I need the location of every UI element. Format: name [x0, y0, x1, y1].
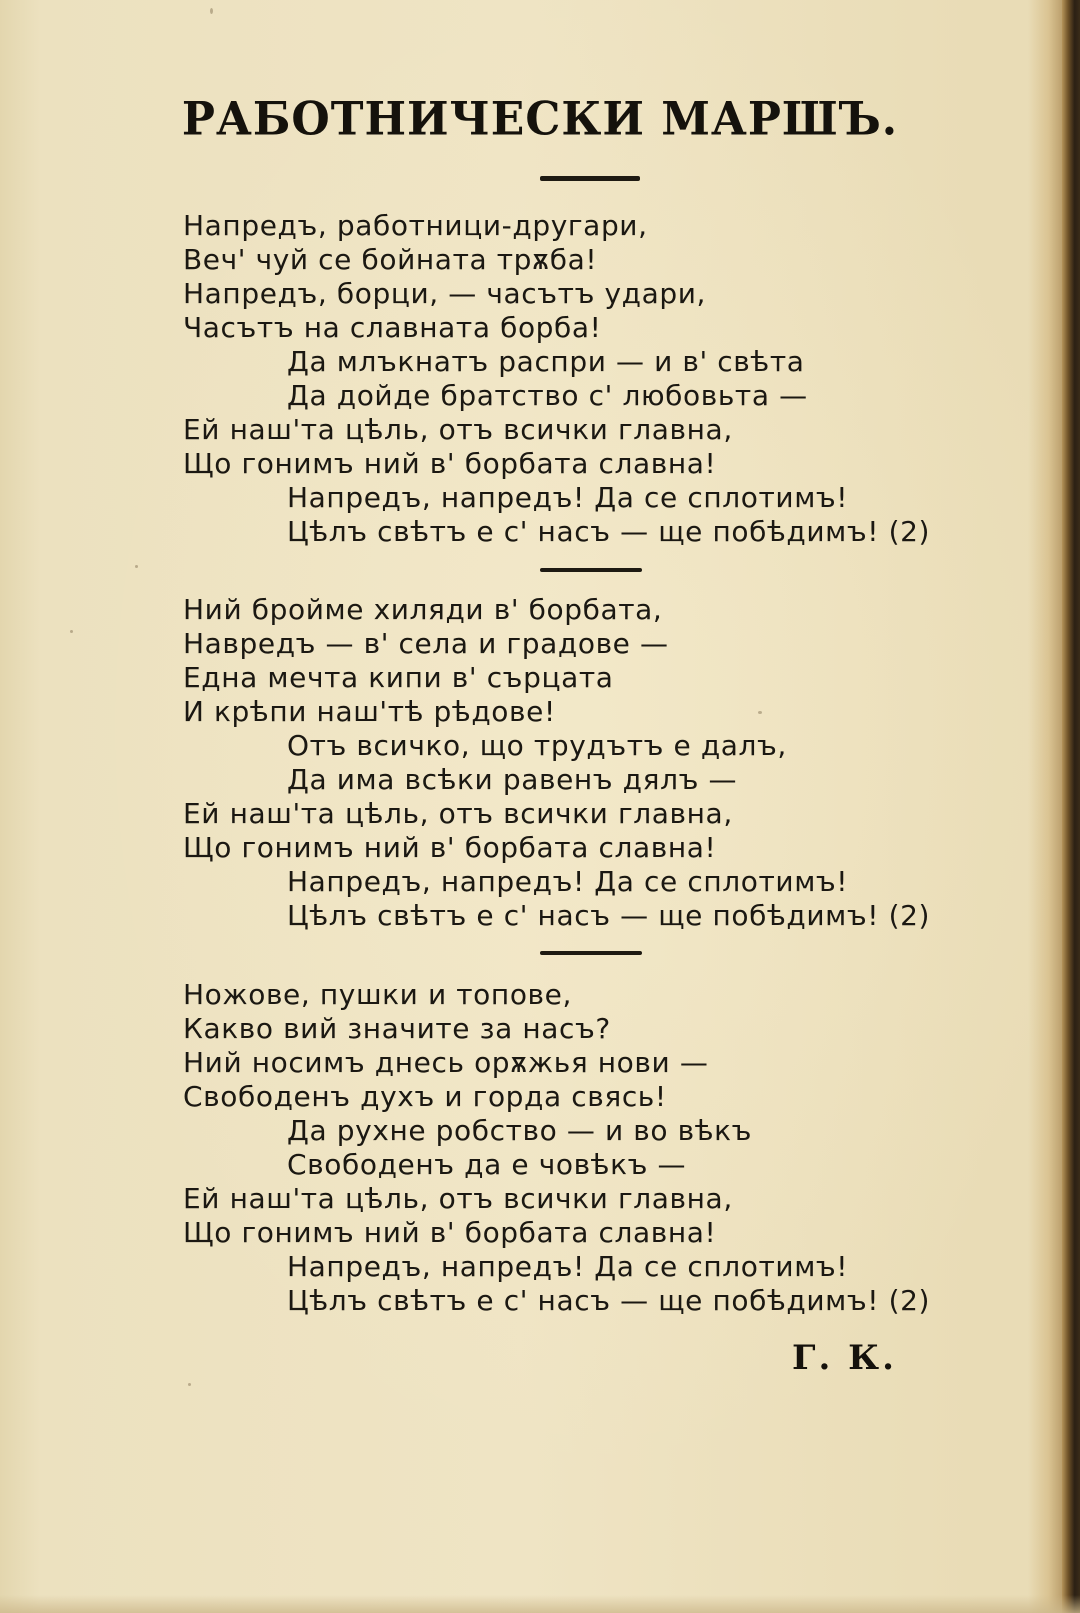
poem-line: Ний бройме хиляди в' борбата, — [183, 593, 663, 626]
poem-line: Веч' чуй се бойната трѫба! — [183, 243, 598, 276]
author-signature: Г. К. — [792, 1338, 897, 1378]
poem-line: Напредъ, напредъ! Да се сплотимъ! — [287, 481, 849, 514]
poem-line: Часътъ на славната борба! — [183, 311, 602, 344]
poem-line: Навредъ — в' села и градове — — [183, 627, 669, 660]
paper-speck — [188, 1383, 191, 1386]
paper-speck — [135, 565, 138, 568]
poem-line: Да има всѣки равенъ дялъ — — [287, 763, 738, 796]
page-bottom-edge — [0, 1595, 1080, 1613]
poem-line: Ножове, пушки и топове, — [183, 978, 572, 1011]
binding-shadow — [1028, 0, 1062, 1613]
book-binding-edge — [1062, 0, 1080, 1613]
poem-line: Свободенъ духъ и горда свясь! — [183, 1080, 667, 1113]
stanza-divider — [540, 568, 642, 572]
poem-line: Ей наш'та цѣль, отъ всички главна, — [183, 413, 733, 446]
poem-line: Какво вий значите за насъ? — [183, 1012, 611, 1045]
poem-line: Ей наш'та цѣль, отъ всички главна, — [183, 1182, 733, 1215]
paper-speck — [210, 8, 213, 14]
poem-line: Напредъ, борци, — часътъ удари, — [183, 277, 707, 310]
stanza-divider — [540, 951, 642, 955]
poem-line: Да млъкнатъ распри — и в' свѣта — [287, 345, 805, 378]
paper-speck — [70, 630, 73, 633]
poem-line: Цѣлъ свѣтъ е с' насъ — ще побѣдимъ! (2) — [287, 515, 931, 548]
title-divider — [540, 176, 640, 181]
poem-line: Отъ всичко, що трудътъ е далъ, — [287, 729, 787, 762]
poem-line: Ний носимъ днесь орѫжья нови — — [183, 1046, 709, 1079]
poem-line: И крѣпи наш'тѣ рѣдове! — [183, 695, 556, 728]
paper-speck — [758, 711, 762, 714]
poem-line: Що гонимъ ний в' борбата славна! — [183, 1216, 717, 1249]
poem-line: Една мечта кипи в' сърцата — [183, 661, 614, 694]
poem-line: Напредъ, работници-другари, — [183, 209, 648, 242]
poem-line: Що гонимъ ний в' борбата славна! — [183, 831, 717, 864]
poem-line: Ей наш'та цѣль, отъ всички главна, — [183, 797, 733, 830]
poem-line: Цѣлъ свѣтъ е с' насъ — ще побѣдимъ! (2) — [287, 899, 931, 932]
poem-line: Напредъ, напредъ! Да се сплотимъ! — [287, 1250, 849, 1283]
poem-line: Да рухне робство — и во вѣкъ — [287, 1114, 753, 1147]
poem-line: Що гонимъ ний в' борбата славна! — [183, 447, 717, 480]
poem-line: Да дойде братство с' любовьта — — [287, 379, 808, 412]
poem-line: Цѣлъ свѣтъ е с' насъ — ще побѣдимъ! (2) — [287, 1284, 931, 1317]
poem-line: Напредъ, напредъ! Да се сплотимъ! — [287, 865, 849, 898]
poem-title: РАБОТНИЧЕСКИ МАРШЪ. — [181, 92, 899, 147]
poem-line: Свободенъ да е човѣкъ — — [287, 1148, 687, 1181]
